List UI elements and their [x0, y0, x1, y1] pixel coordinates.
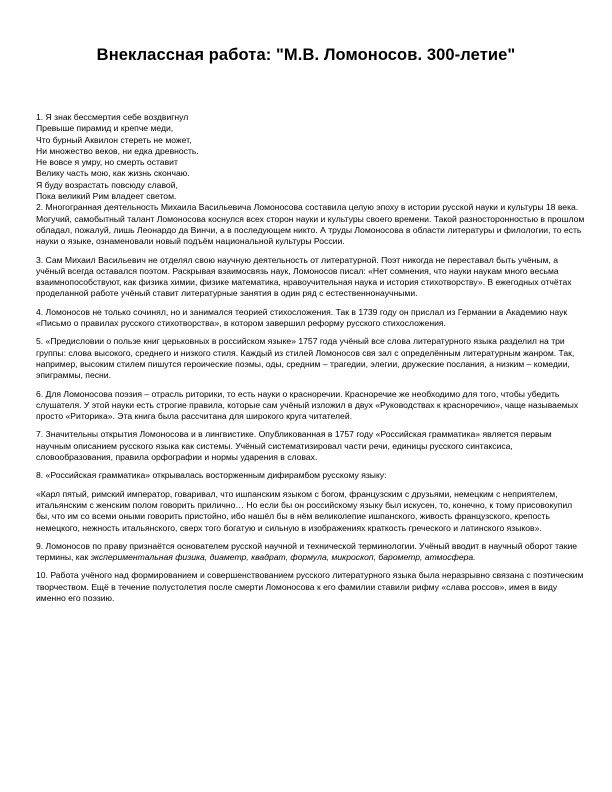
paragraph-3: 3. Сам Михаил Васильевич не отделял свою научную деятельность от литературной. Поэт никогда не переставал быть учёным, а учёный всегда оставался поэтом. Раскрывая взаимосвязь наук, Ломоносов писал: «Нет сомнения, что науки наукам много весьма взаимнопособствуют, как физика химии, физике математика, нравоучительная наука и история стихотворству». В ежегодных отчётах проделанной работе учёный ставит литературные занятия в один ряд с естественнонаучными.	[36, 254, 572, 299]
poem-block	[36, 112, 588, 202]
grammar-quote: «Карл пятый, римский император, говаривал, что ишпанским языком с богом, французским с друзьями, немецким с неприятелем, итальянским с женским полом говорить прилично… Но если бы он российскому языку был искусен, то, конечно, к тому присовокупил бы, что им со всеми оными говорить пристойно, ибо нашёл бы в нём великолепие ишпанского, живость французского, крепость немецкого, нежность итальянского, сверх того богатую и сильную в изображениях краткость греческого и латинского языков».	[36, 488, 573, 533]
poem-line: 1. Я знак бессмертия себе воздвигнул	[36, 112, 189, 122]
poem-line: Ни множество веков, ни едка древность.	[36, 145, 199, 156]
paragraph-9-terms: экспериментальная физика, диаметр, квадрат, формула, микроскоп, барометр, атмосфера.	[90, 552, 476, 563]
paragraph-5: 5. «Предисловии о пользе книг церьковных в российском языке» 1757 года учёный все слова литературного языка разделил на три группы: слова высокого, среднего и низкого стиля. Каждый из стилей Ломоносов свя зал с определённым литературным жанром. Так, например, высоким стилем пишутся героические поэмы, оды, средним – трагедии, элегии, дружеские послания, а низким – комедии, эпиграммы, песни.	[36, 336, 575, 381]
paragraph-6: 6. Для Ломоносова поэзия – отрасль риторики, то есть науки о красноречии. Красноречие же необходимо для того, чтобы убедить слушателя. У этой науки есть строгие правила, которые сам учёный изложил в двух «Руководствах к красноречию», чаще называемых просто «Риторика». Эта книга была рассчитана для широкого круга читателей.	[36, 388, 579, 422]
paragraph-9	[36, 541, 588, 564]
paragraph-7: 7. Значительны открытия Ломоносова и в лингвистике. Опубликованная в 1757 году «Российская грамматика» является первым научным описанием русского языка как системы. Учёный систематизировал части речи, единицы русского синтаксиса, словообразования, правила орфографии и нормы ударения в словах.	[36, 429, 552, 463]
paragraph-9-text: 9. Ломоносов по праву признаётся основателем русской научной и технической терминологии. Учёный вводит в научный оборот такие термины, как	[36, 540, 578, 563]
paragraph-8: 8. «Российская грамматика» открывалась восторженным дифирамбом русскому языку:	[36, 470, 387, 481]
poem-line: Что бурный Аквилон стереть не может,	[36, 134, 192, 145]
poem-line: Я буду возрастать повсюду славой,	[36, 179, 178, 190]
page-title: Внеклассная работа: "М.В. Ломоносов. 300-летие"	[96, 46, 516, 64]
poem-line: Не вовсе я умру, но смерть оставит	[36, 157, 178, 168]
poem-line: Превыше пирамид и крепче меди,	[36, 123, 174, 134]
poem-line: Велику часть мою, как жизнь скончаю.	[36, 168, 190, 179]
paragraph-2: 2. Многогранная деятельность Михаила Васильевича Ломоносова составила целую эпоху в истории русской науки и культуры 18 века. Могучий, самобытный талант Ломоносова коснулся всех сторон науки и культуры своего времени. Такой разносторонностью в прошлом обладал, пожалуй, лишь Леонардо да Винчи, а в последующем никто. А труды Ломоносова в области литературы и филологии, то есть науки о языке, ознаменовали новый подъём национальной культуры России.	[36, 202, 585, 247]
paragraph-10: 10. Работа учёного над формированием и совершенствованием русского литературного языка была неразрывно связана с поэтическим творчеством. Ещё в течение полустолетия после смерти Ломоносова к его фамилии ставили рифму «слава россов», имея в виду именно его поэзию.	[36, 570, 584, 603]
poem-line: Пока великий Рим владеет светом.	[36, 191, 177, 202]
document-body	[36, 112, 588, 611]
paragraph-4: 4. Ломоносов не только сочинял, но и занимался теорией стихосложения. Так в 1739 году он прислал из Германии в Академию наук «Письмо о правилах русского стихотворства», в котором завершил реформу русского стихосложения.	[36, 306, 568, 329]
